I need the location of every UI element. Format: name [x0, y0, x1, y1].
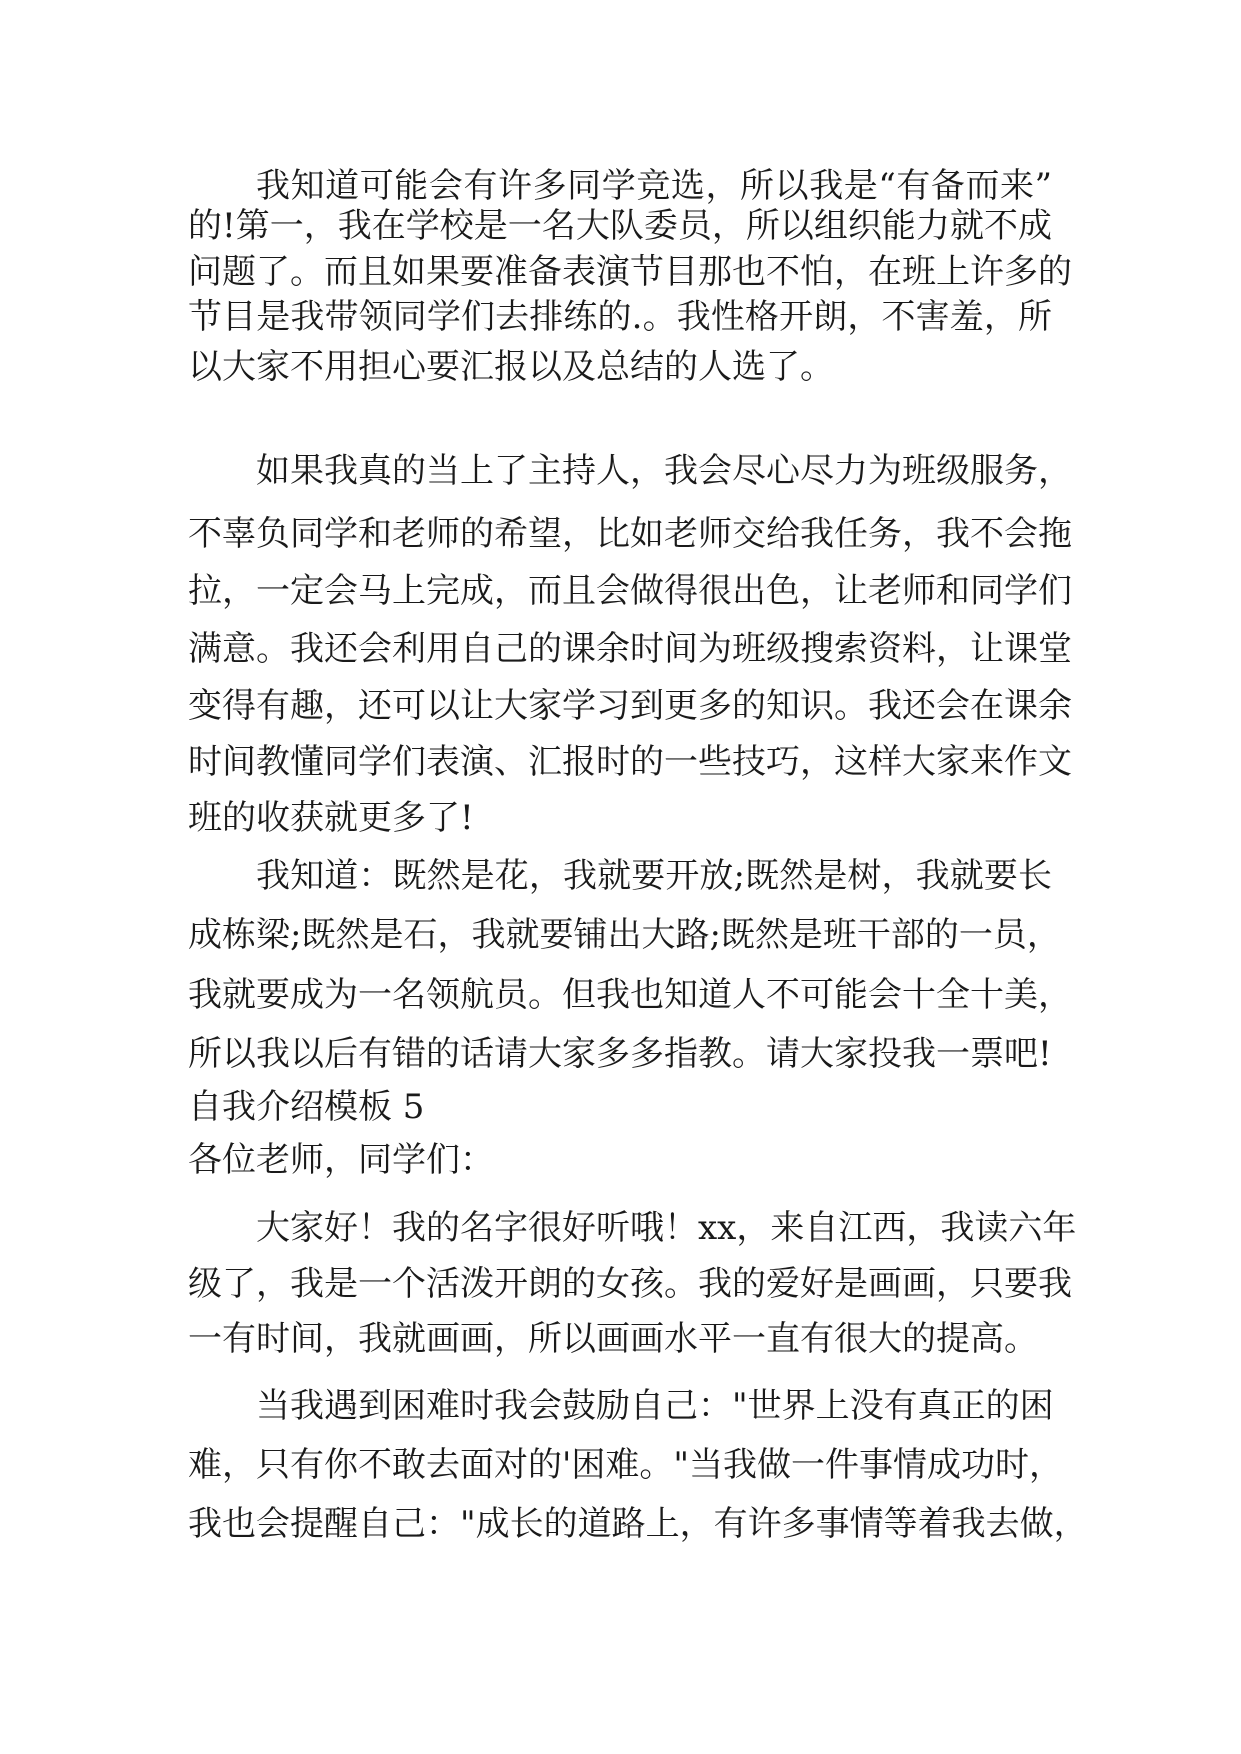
paragraph-line: 的!第一，我在学校是一名大队委员，所以组织能力就不成: [188, 206, 1052, 246]
paragraph-line: 节目是我带领同学们去排练的.。我性格开朗，不害羞，所: [188, 297, 1052, 337]
paragraph-line: 所以我以后有错的话请大家多多指教。请大家投我一票吧!: [188, 1034, 1052, 1074]
paragraph-line: 一有时间，我就画画，所以画画水平一直有很大的提高。: [188, 1319, 1038, 1359]
paragraph-line: 满意。我还会利用自己的课余时间为班级搜索资料，让课堂: [188, 629, 1072, 669]
paragraph-line: 变得有趣，还可以让大家学习到更多的知识。我还会在课余: [188, 686, 1072, 726]
paragraph-line: 当我遇到困难时我会鼓励自己："世界上没有真正的困: [256, 1386, 1054, 1426]
paragraph-line: 成栋梁;既然是石，我就要铺出大路;既然是班干部的一员，: [188, 915, 1061, 955]
paragraph-line: 问题了。而且如果要准备表演节目那也不怕，在班上许多的: [188, 252, 1072, 292]
paragraph-line: 我知道可能会有许多同学竞选，所以我是“有备而来”: [256, 166, 1052, 206]
paragraph-line: 难，只有你不敢去面对的'困难。"当我做一件事情成功时，: [188, 1445, 1063, 1485]
section-heading: 自我介绍模板 5: [188, 1087, 425, 1127]
paragraph-line: 级了，我是一个活泼开朗的女孩。我的爱好是画画，只要我: [188, 1264, 1072, 1304]
paragraph-line: 如果我真的当上了主持人，我会尽心尽力为班级服务，: [256, 451, 1072, 491]
paragraph-line: 拉，一定会马上完成，而且会做得很出色，让老师和同学们: [188, 571, 1072, 611]
paragraph-line: 不辜负同学和老师的希望，比如老师交给我任务，我不会拖: [188, 514, 1072, 554]
paragraph-line: 时间教懂同学们表演、汇报时的一些技巧，这样大家来作文: [188, 742, 1072, 782]
paragraph-line: 我就要成为一名领航员。但我也知道人不可能会十全十美，: [188, 975, 1072, 1015]
paragraph-line: 以大家不用担心要汇报以及总结的人选了。: [188, 347, 834, 387]
paragraph-line: 我知道：既然是花，我就要开放;既然是树，我就要长: [256, 856, 1052, 896]
paragraph-line: 班的收获就更多了!: [188, 798, 474, 838]
paragraph-line: 我也会提醒自己："成长的道路上，有许多事情等着我去做，: [188, 1504, 1088, 1544]
paragraph-line: 大家好！我的名字很好听哦！xx，来自江西，我读六年: [256, 1208, 1077, 1248]
salutation-line: 各位老师，同学们：: [188, 1140, 494, 1180]
